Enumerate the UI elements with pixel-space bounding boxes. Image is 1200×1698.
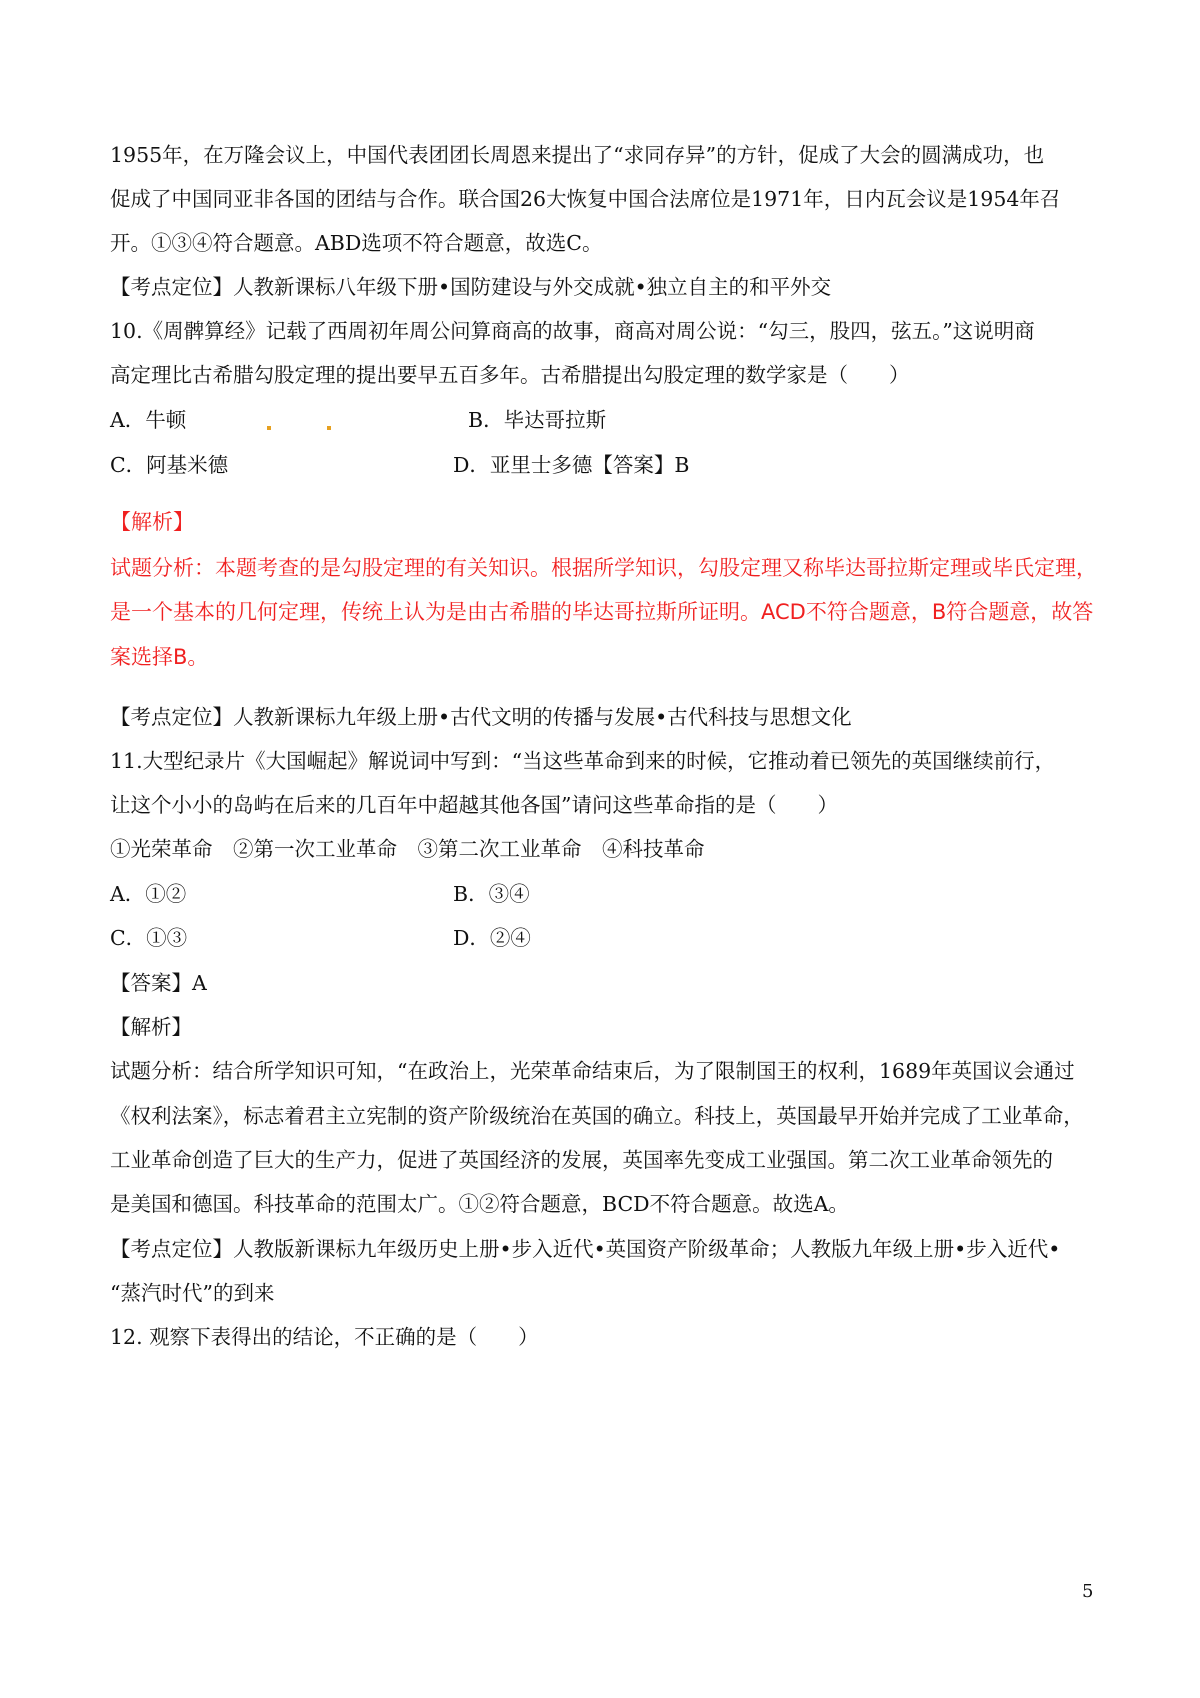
decorative-dot — [327, 426, 331, 430]
q11-analysis-line-3: 工业革命创造了巨大的生产力，促进了英国经济的发展，英国率先变成工业强国。第二次工业革命领先的 — [110, 1148, 1053, 1172]
q10-stem-line-2: 高定理比古希腊勾股定理的提出要早五百多年。古希腊提出勾股定理的数学家是（ ） — [110, 363, 910, 387]
q9-explanation-line-1: 1955年，在万隆会议上，中国代表团团长周恩来提出了“求同存异”的方针，促成了大会的圆满成功，也 — [110, 143, 1045, 167]
q12-stem: 12. 观察下表得出的结论，不正确的是（ ） — [110, 1325, 539, 1349]
q10-option-c: C．阿基米德 — [110, 453, 229, 477]
q10-option-a: A．牛顿 — [110, 408, 187, 432]
q9-kaodian: 【考点定位】人教新课标八年级下册•国防建设与外交成就•独立自主的和平外交 — [110, 275, 832, 299]
decorative-dot — [267, 426, 271, 430]
q10-analysis-line-3: 案选择B。 — [110, 645, 209, 669]
q11-option-c: C．①③ — [110, 926, 188, 950]
q11-option-a: A．①② — [110, 882, 187, 906]
q11-jiexi-label: 【解析】 — [110, 1015, 192, 1039]
q10-stem-line-1: 10.《周髀算经》记载了西周初年周公问算商高的故事，商高对周公说：“勾三，股四，弦五。”这说明商 — [110, 319, 1035, 343]
q11-kaodian-line-2: “蒸汽时代”的到来 — [110, 1281, 275, 1305]
q10-analysis-line-2: 是一个基本的几何定理，传统上认为是由古希腊的毕达哥拉斯所证明。ACD不符合题意，B符合题意，故答 — [110, 600, 1094, 624]
q11-analysis-line-4: 是美国和德国。科技革命的范围太广。①②符合题意，BCD不符合题意。故选A。 — [110, 1192, 849, 1216]
q11-stem-line-1: 11.大型纪录片《大国崛起》解说词中写到：“当这些革命到来的时候，它推动着已领先的英国继续前行， — [110, 749, 1056, 773]
q11-stem-line-2: 让这个小小的岛屿在后来的几百年中超越其他各国”请问这些革命指的是（ ） — [110, 793, 838, 817]
q10-jiexi-label: 【解析】 — [110, 510, 194, 534]
q10-kaodian: 【考点定位】人教新课标九年级上册•古代文明的传播与发展•古代科技与思想文化 — [110, 705, 852, 729]
q10-option-d-with-answer: D．亚里士多德【答案】B — [453, 453, 690, 477]
q11-kaodian-line-1: 【考点定位】人教版新课标九年级历史上册•步入近代•英国资产阶级革命；人教版九年级上册•步入近代• — [110, 1237, 1061, 1261]
q11-answer: 【答案】A — [110, 971, 207, 995]
q11-analysis-line-2: 《权利法案》，标志着君主立宪制的资产阶级统治在英国的确立。科技上，英国最早开始并完成了工业革命， — [110, 1104, 1084, 1128]
q11-items: ①光荣革命 ②第一次工业革命 ③第二次工业革命 ④科技革命 — [110, 837, 705, 861]
q9-explanation-line-3: 开。①③④符合题意。ABD选项不符合题意，故选C。 — [110, 231, 603, 255]
q11-analysis-line-1: 试题分析：结合所学知识可知，“在政治上，光荣革命结束后，为了限制国王的权利，1689年英国议会通过 — [110, 1059, 1075, 1083]
q9-explanation-line-2: 促成了中国同亚非各国的团结与合作。联合国26大恢复中国合法席位是1971年，日内瓦会议是1954年召 — [110, 187, 1061, 211]
q10-analysis-line-1: 试题分析：本题考查的是勾股定理的有关知识。根据所学知识，勾股定理又称毕达哥拉斯定理或毕氏定理， — [110, 556, 1097, 580]
q10-option-b: B．毕达哥拉斯 — [468, 408, 607, 432]
page-number: 5 — [1082, 1581, 1094, 1602]
q11-option-d: D．②④ — [453, 926, 531, 950]
q11-option-b: B．③④ — [453, 882, 530, 906]
